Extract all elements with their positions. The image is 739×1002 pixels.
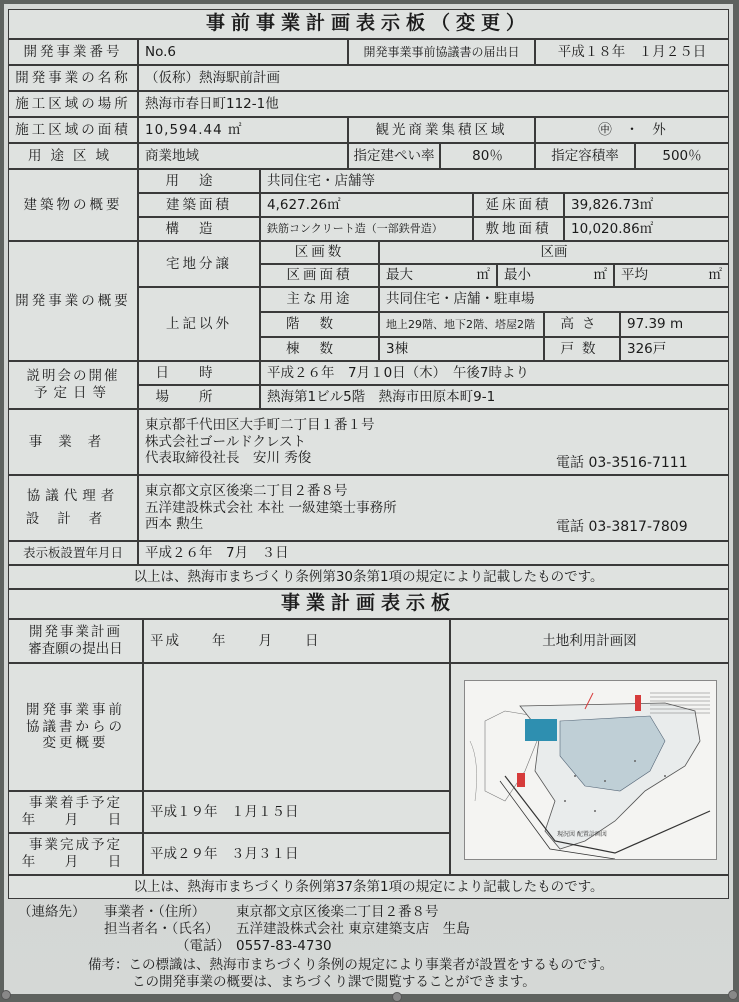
building-count-label: 棟数 (260, 337, 379, 361)
meeting-date-value: 平成２６年 7月１0日（木） 午後7時より (260, 361, 729, 385)
lot-min-unit: ㎡ (593, 267, 607, 284)
lot-min-label: 最小 (504, 267, 531, 284)
site-place-value: 熱海市春日町112-1他 (138, 91, 729, 117)
installed-date-label: 表示板設置年月日 (8, 541, 138, 565)
total-floor-area-label: 延床面積 (473, 193, 564, 217)
footer-operator-label: 事業者・（住所） (104, 904, 206, 920)
end-label-line2: 年 月 日 (21, 854, 130, 870)
remark-line1: 備考：この標識は、熱海市まちづくり条例の規定により事業者が設置をするものです。 (88, 957, 614, 973)
land-use-plan-label: 土地利用計画図 (450, 619, 729, 663)
start-date-label (8, 791, 143, 833)
site-area-label: 施工区域の面積 (8, 117, 138, 143)
filing-date-value: 平成１８年 １月２５日 (535, 39, 729, 65)
tourism-zone-value: ㊥ ・ 外 (535, 117, 729, 143)
meeting-label-line2: 予定日等 (34, 385, 112, 401)
section1-note: 以上は、熱海市まちづくり条例第30条第1項の規定により記載したものです。 (8, 565, 729, 589)
building-outline-label: 建築物の概要 (8, 169, 138, 241)
coverage-ratio-value: 80％ (440, 143, 535, 169)
change-summary-label (8, 663, 143, 791)
units-value: 326戸 (620, 337, 729, 361)
screw-icon (392, 992, 402, 1002)
zoning-value: 商業地域 (138, 143, 348, 169)
meeting-label (8, 361, 138, 409)
footer-person-value: 五洋建設株式会社 東京建築支店 生島 (236, 921, 470, 937)
dev-number-value: No.6 (138, 39, 348, 65)
section2-title: 事業計画表示板 (8, 589, 729, 619)
floors-value: 地上29階、地下2階、塔屋2階 (379, 312, 544, 337)
change-summary-value (143, 663, 450, 791)
agent-label (8, 475, 138, 541)
dev-name-label: 開発事業の名称 (8, 65, 138, 91)
meeting-venue-value: 熱海第1ビル5階 熱海市田原本町9-1 (260, 385, 729, 409)
building-area-label: 建築面積 (138, 193, 260, 217)
section2-note: 以上は、熱海市まちづくり条例第37条第1項の規定により記載したものです。 (8, 875, 729, 899)
operator-label: 事業者 (8, 409, 138, 475)
coverage-ratio-label: 指定建ぺい率 (348, 143, 440, 169)
review-date-value: 平成 年 月 日 (143, 619, 450, 663)
land-use-plan-area (450, 663, 729, 875)
height-value: 97.39 m (620, 312, 729, 337)
start-label-line2: 年 月 日 (21, 812, 130, 828)
map-caption: 現況図 配置計画図 (557, 831, 607, 838)
dev-outline-label: 開発事業の概要 (8, 241, 138, 361)
footer-phone-label: （電話） (176, 938, 230, 954)
end-label-line1: 事業完成予定 (29, 837, 122, 854)
lot-avg-label: 平均 (621, 267, 648, 284)
operator-phone: 電話 03-3516-7111 (556, 455, 688, 471)
lot-count-label: 区画数 (260, 241, 379, 264)
lot-avg-cell (614, 264, 729, 287)
zoning-label: 用途区域 (8, 143, 138, 169)
contact-heading: （連絡先） (18, 904, 86, 920)
agent-person: 西本 勲生 (145, 516, 204, 533)
screw-icon (728, 990, 738, 1000)
building-area-value: 4,627.26㎡ (260, 193, 473, 217)
site-area-value: 10,594.44 ㎡ (138, 117, 348, 143)
change-label-line2: 協議書からの (26, 718, 125, 735)
lot-area-label: 敷地面積 (473, 217, 564, 241)
lot-max-unit: ㎡ (476, 267, 490, 284)
lot-max-cell (379, 264, 497, 287)
agent-company: 五洋建設株式会社 本社 一級建築士事務所 (145, 499, 397, 516)
change-label-line1: 開発事業事前 (26, 701, 125, 718)
site-place-label: 施工区域の場所 (8, 91, 138, 117)
lot-sale-label: 宅地分譲 (138, 241, 260, 287)
filing-date-label: 開発事業事前協議書の届出日 (348, 39, 535, 65)
start-date-value: 平成１９年 １月１５日 (143, 791, 450, 833)
footer-person-label: 担当者名・（氏名） (104, 921, 219, 937)
meeting-venue-label: 場所 (138, 385, 260, 409)
dev-name-value: （仮称）熱海駅前計画 (138, 65, 729, 91)
agent-label-line1: 協議代理者 (26, 488, 120, 505)
screw-icon (1, 990, 11, 1000)
operator-company: 株式会社ゴールドクレスト (145, 433, 307, 450)
agent-label-line2: 設計者 (25, 511, 121, 527)
dev-number-label: 開発事業番号 (8, 39, 138, 65)
building-use-label: 用途 (138, 169, 260, 193)
lot-avg-unit: ㎡ (708, 267, 722, 284)
review-label-line2: 審査願の提出日 (28, 641, 123, 657)
agent-phone: 電話 03-3817-7809 (556, 519, 688, 535)
building-use-value: 共同住宅・店舗等 (260, 169, 729, 193)
structure-value: 鉄筋コンクリート造（一部鉄骨造） (260, 217, 473, 241)
lot-count-value: 区画 (379, 241, 729, 264)
floor-area-ratio-label: 指定容積率 (535, 143, 635, 169)
site-plan-map (464, 680, 717, 860)
tourism-zone-label: 観光商業集積区域 (348, 117, 535, 143)
units-label: 戸数 (544, 337, 620, 361)
height-label: 高さ (544, 312, 620, 337)
floors-label: 階数 (260, 312, 379, 337)
change-label-line3: 変更概要 (42, 735, 109, 752)
operator-representative: 代表取締役社長 安川 秀俊 (145, 450, 312, 467)
installed-date-value: 平成２６年 7月 ３日 (138, 541, 729, 565)
meeting-label-line1: 説明会の開催 (26, 368, 120, 385)
footer-phone-value: 0557-83-4730 (236, 938, 332, 954)
building-count-value: 3棟 (379, 337, 544, 361)
end-date-value: 平成２９年 ３月３１日 (143, 833, 450, 875)
review-date-label (8, 619, 143, 663)
operator-address: 東京都千代田区大手町二丁目１番１号 (145, 416, 375, 433)
lot-area-size-label: 区画面積 (260, 264, 379, 287)
remark-line2: この開発事業の概要は、まちづくり課で閲覧することができます。 (132, 974, 536, 990)
lot-area-value: 10,020.86㎡ (564, 217, 729, 241)
total-floor-area-value: 39,826.73㎡ (564, 193, 729, 217)
footer-operator-value: 東京都文京区後楽二丁目２番８号 (236, 904, 439, 920)
agent-address: 東京都文京区後楽二丁目２番８号 (145, 482, 348, 499)
structure-label: 構造 (138, 217, 260, 241)
lot-max-label: 最大 (386, 267, 413, 284)
review-label-line1: 開発事業計画 (29, 624, 122, 641)
lot-min-cell (497, 264, 614, 287)
main-use-value: 共同住宅・店舗・駐車場 (379, 287, 729, 312)
main-use-label: 主な用途 (260, 287, 379, 312)
section1-title: 事前事業計画表示板（変更） (8, 9, 729, 39)
end-date-label (8, 833, 143, 875)
start-label-line1: 事業着手予定 (29, 795, 122, 812)
meeting-date-label: 日時 (138, 361, 260, 385)
other-label: 上記以外 (138, 287, 260, 361)
sign-board (4, 4, 733, 994)
floor-area-ratio-value: 500％ (635, 143, 729, 169)
